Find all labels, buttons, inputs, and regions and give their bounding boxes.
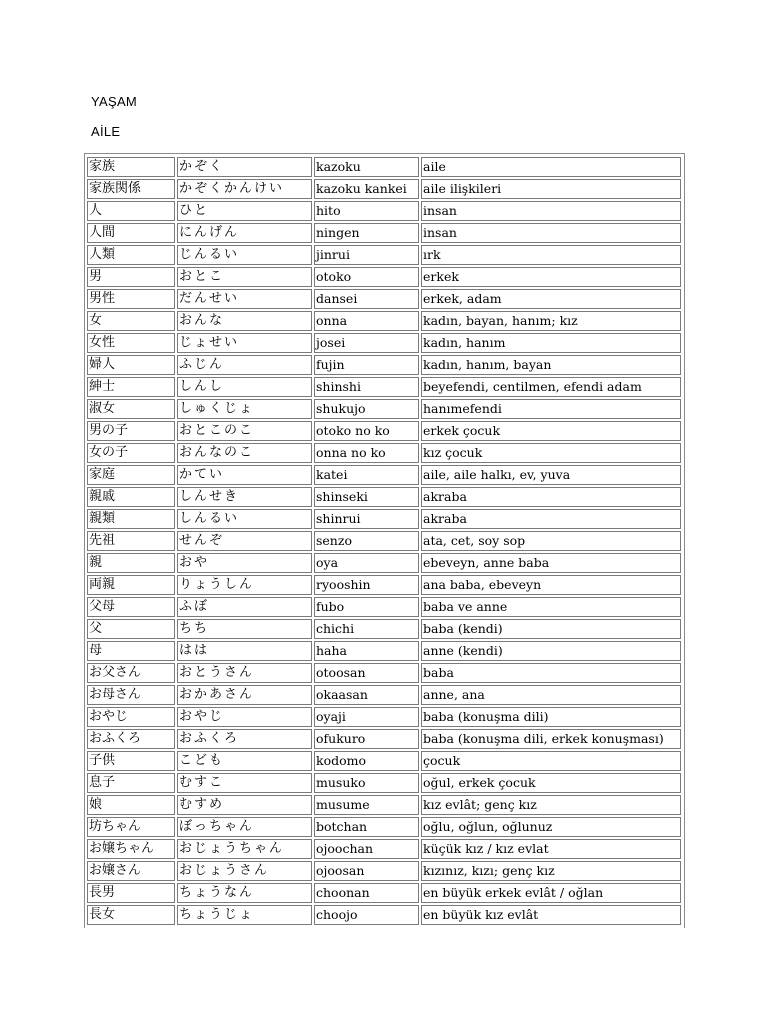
kana-cell: じょせい <box>177 333 312 353</box>
kana-cell: おんなのこ <box>177 443 312 463</box>
vocabulary-table <box>85 155 683 927</box>
translation-cell: erkek, adam <box>421 289 681 309</box>
table-row <box>87 223 681 243</box>
translation-cell: oğul, erkek çocuk <box>421 773 681 793</box>
kana-cell: おかあさん <box>177 685 312 705</box>
kana-cell: ちょうなん <box>177 883 312 903</box>
romaji-cell: kazoku <box>314 157 419 177</box>
translation-cell: ebeveyn, anne baba <box>421 553 681 573</box>
translation-cell: baba ve anne <box>421 597 681 617</box>
romaji-cell: shinseki <box>314 487 419 507</box>
table-row <box>87 443 681 463</box>
kana-cell: おとこのこ <box>177 421 312 441</box>
kana-cell: かてい <box>177 465 312 485</box>
table-row <box>87 597 681 617</box>
kana-cell: ひと <box>177 201 312 221</box>
table-row <box>87 179 681 199</box>
kana-cell: かぞく <box>177 157 312 177</box>
kanji-cell: 父 <box>87 619 175 639</box>
romaji-cell: ojoochan <box>314 839 419 859</box>
romaji-cell: otoko <box>314 267 419 287</box>
table-row <box>87 509 681 529</box>
kanji-cell: 男性 <box>87 289 175 309</box>
kanji-cell: 親類 <box>87 509 175 529</box>
kana-cell: むすこ <box>177 773 312 793</box>
translation-cell: en büyük erkek evlât / oğlan <box>421 883 681 903</box>
translation-cell: kızınız, kızı; genç kız <box>421 861 681 881</box>
romaji-cell: okaasan <box>314 685 419 705</box>
romaji-cell: choonan <box>314 883 419 903</box>
kanji-cell: 女 <box>87 311 175 331</box>
kanji-cell: おふくろ <box>87 729 175 749</box>
translation-cell: kadın, hanım, bayan <box>421 355 681 375</box>
kanji-cell: 婦人 <box>87 355 175 375</box>
table-row <box>87 289 681 309</box>
table-row <box>87 729 681 749</box>
romaji-cell: musume <box>314 795 419 815</box>
romaji-cell: onna <box>314 311 419 331</box>
kanji-cell: 先祖 <box>87 531 175 551</box>
translation-cell: insan <box>421 223 681 243</box>
vocabulary-table-frame <box>84 153 685 928</box>
table-row <box>87 355 681 375</box>
romaji-cell: haha <box>314 641 419 661</box>
table-row <box>87 399 681 419</box>
table-row <box>87 575 681 595</box>
table-row <box>87 267 681 287</box>
kana-cell: むすめ <box>177 795 312 815</box>
kana-cell: ぼっちゃん <box>177 817 312 837</box>
kana-cell: おんな <box>177 311 312 331</box>
kana-cell: せんぞ <box>177 531 312 551</box>
translation-cell: anne (kendi) <box>421 641 681 661</box>
romaji-cell: ryooshin <box>314 575 419 595</box>
table-row <box>87 641 681 661</box>
table-row <box>87 377 681 397</box>
kana-cell: しんるい <box>177 509 312 529</box>
romaji-cell: kodomo <box>314 751 419 771</box>
kanji-cell: お嬢ちゃん <box>87 839 175 859</box>
kanji-cell: 人間 <box>87 223 175 243</box>
table-row <box>87 487 681 507</box>
romaji-cell: shinrui <box>314 509 419 529</box>
kanji-cell: 家族関係 <box>87 179 175 199</box>
translation-cell: hanımefendi <box>421 399 681 419</box>
kana-cell: りょうしん <box>177 575 312 595</box>
kanji-cell: 息子 <box>87 773 175 793</box>
romaji-cell: fubo <box>314 597 419 617</box>
table-row <box>87 839 681 859</box>
romaji-cell: musuko <box>314 773 419 793</box>
kanji-cell: 親戚 <box>87 487 175 507</box>
romaji-cell: oyaji <box>314 707 419 727</box>
translation-cell: baba (konuşma dili, erkek konuşması) <box>421 729 681 749</box>
romaji-cell: katei <box>314 465 419 485</box>
romaji-cell: otoosan <box>314 663 419 683</box>
romaji-cell: hito <box>314 201 419 221</box>
kana-cell: しんし <box>177 377 312 397</box>
translation-cell: kadın, hanım <box>421 333 681 353</box>
translation-cell: kadın, bayan, hanım; kız <box>421 311 681 331</box>
kanji-cell: 親 <box>87 553 175 573</box>
table-row <box>87 531 681 551</box>
romaji-cell: ningen <box>314 223 419 243</box>
kanji-cell: お嬢さん <box>87 861 175 881</box>
kanji-cell: 長女 <box>87 905 175 925</box>
table-row <box>87 773 681 793</box>
kana-cell: ふじん <box>177 355 312 375</box>
translation-cell: anne, ana <box>421 685 681 705</box>
kanji-cell: 家族 <box>87 157 175 177</box>
table-row <box>87 245 681 265</box>
translation-cell: baba (konuşma dili) <box>421 707 681 727</box>
kana-cell: おやじ <box>177 707 312 727</box>
romaji-cell: kazoku kankei <box>314 179 419 199</box>
table-row <box>87 751 681 771</box>
kanji-cell: 娘 <box>87 795 175 815</box>
kana-cell: おふくろ <box>177 729 312 749</box>
kana-cell: だんせい <box>177 289 312 309</box>
table-row <box>87 619 681 639</box>
translation-cell: ırk <box>421 245 681 265</box>
section-heading: AİLE <box>91 124 121 139</box>
kanji-cell: 家庭 <box>87 465 175 485</box>
kanji-cell: 男 <box>87 267 175 287</box>
kana-cell: ちょうじょ <box>177 905 312 925</box>
table-row <box>87 707 681 727</box>
translation-cell: baba <box>421 663 681 683</box>
translation-cell: beyefendi, centilmen, efendi adam <box>421 377 681 397</box>
kana-cell: しんせき <box>177 487 312 507</box>
translation-cell: kız evlât; genç kız <box>421 795 681 815</box>
translation-cell: aile <box>421 157 681 177</box>
table-row <box>87 333 681 353</box>
kana-cell: おじょうさん <box>177 861 312 881</box>
romaji-cell: choojo <box>314 905 419 925</box>
kanji-cell: 人類 <box>87 245 175 265</box>
kanji-cell: 淑女 <box>87 399 175 419</box>
kanji-cell: 坊ちゃん <box>87 817 175 837</box>
kana-cell: じんるい <box>177 245 312 265</box>
kanji-cell: 母 <box>87 641 175 661</box>
kanji-cell: 父母 <box>87 597 175 617</box>
translation-cell: baba (kendi) <box>421 619 681 639</box>
kanji-cell: 子供 <box>87 751 175 771</box>
table-row <box>87 421 681 441</box>
romaji-cell: josei <box>314 333 419 353</box>
translation-cell: en büyük kız evlât <box>421 905 681 925</box>
kanji-cell: 人 <box>87 201 175 221</box>
table-row <box>87 795 681 815</box>
table-row <box>87 905 681 925</box>
romaji-cell: onna no ko <box>314 443 419 463</box>
kana-cell: こども <box>177 751 312 771</box>
table-row <box>87 685 681 705</box>
romaji-cell: senzo <box>314 531 419 551</box>
table-row <box>87 311 681 331</box>
translation-cell: kız çocuk <box>421 443 681 463</box>
translation-cell: akraba <box>421 509 681 529</box>
page-heading: YAŞAM <box>91 94 138 109</box>
kanji-cell: お母さん <box>87 685 175 705</box>
kanji-cell: おやじ <box>87 707 175 727</box>
table-row <box>87 861 681 881</box>
romaji-cell: shinshi <box>314 377 419 397</box>
kana-cell: しゅくじょ <box>177 399 312 419</box>
kana-cell: かぞくかんけい <box>177 179 312 199</box>
table-row <box>87 201 681 221</box>
translation-cell: ata, cet, soy sop <box>421 531 681 551</box>
translation-cell: insan <box>421 201 681 221</box>
romaji-cell: shukujo <box>314 399 419 419</box>
translation-cell: ana baba, ebeveyn <box>421 575 681 595</box>
kanji-cell: 長男 <box>87 883 175 903</box>
kanji-cell: 紳士 <box>87 377 175 397</box>
romaji-cell: jinrui <box>314 245 419 265</box>
translation-cell: erkek <box>421 267 681 287</box>
kana-cell: にんげん <box>177 223 312 243</box>
romaji-cell: oya <box>314 553 419 573</box>
table-row <box>87 663 681 683</box>
romaji-cell: chichi <box>314 619 419 639</box>
translation-cell: çocuk <box>421 751 681 771</box>
table-row <box>87 883 681 903</box>
translation-cell: aile ilişkileri <box>421 179 681 199</box>
kana-cell: はは <box>177 641 312 661</box>
romaji-cell: dansei <box>314 289 419 309</box>
translation-cell: küçük kız / kız evlat <box>421 839 681 859</box>
kana-cell: おじょうちゃん <box>177 839 312 859</box>
romaji-cell: botchan <box>314 817 419 837</box>
kanji-cell: 女性 <box>87 333 175 353</box>
kanji-cell: 女の子 <box>87 443 175 463</box>
romaji-cell: ojoosan <box>314 861 419 881</box>
kana-cell: おとうさん <box>177 663 312 683</box>
translation-cell: oğlu, oğlun, oğlunuz <box>421 817 681 837</box>
translation-cell: akraba <box>421 487 681 507</box>
translation-cell: erkek çocuk <box>421 421 681 441</box>
romaji-cell: fujin <box>314 355 419 375</box>
kana-cell: おとこ <box>177 267 312 287</box>
kana-cell: ちち <box>177 619 312 639</box>
table-row <box>87 553 681 573</box>
vocabulary-table-body <box>87 157 681 925</box>
kanji-cell: お父さん <box>87 663 175 683</box>
romaji-cell: otoko no ko <box>314 421 419 441</box>
kana-cell: ふぼ <box>177 597 312 617</box>
kana-cell: おや <box>177 553 312 573</box>
kanji-cell: 男の子 <box>87 421 175 441</box>
table-row <box>87 817 681 837</box>
table-row <box>87 157 681 177</box>
romaji-cell: ofukuro <box>314 729 419 749</box>
translation-cell: aile, aile halkı, ev, yuva <box>421 465 681 485</box>
table-row <box>87 465 681 485</box>
kanji-cell: 両親 <box>87 575 175 595</box>
